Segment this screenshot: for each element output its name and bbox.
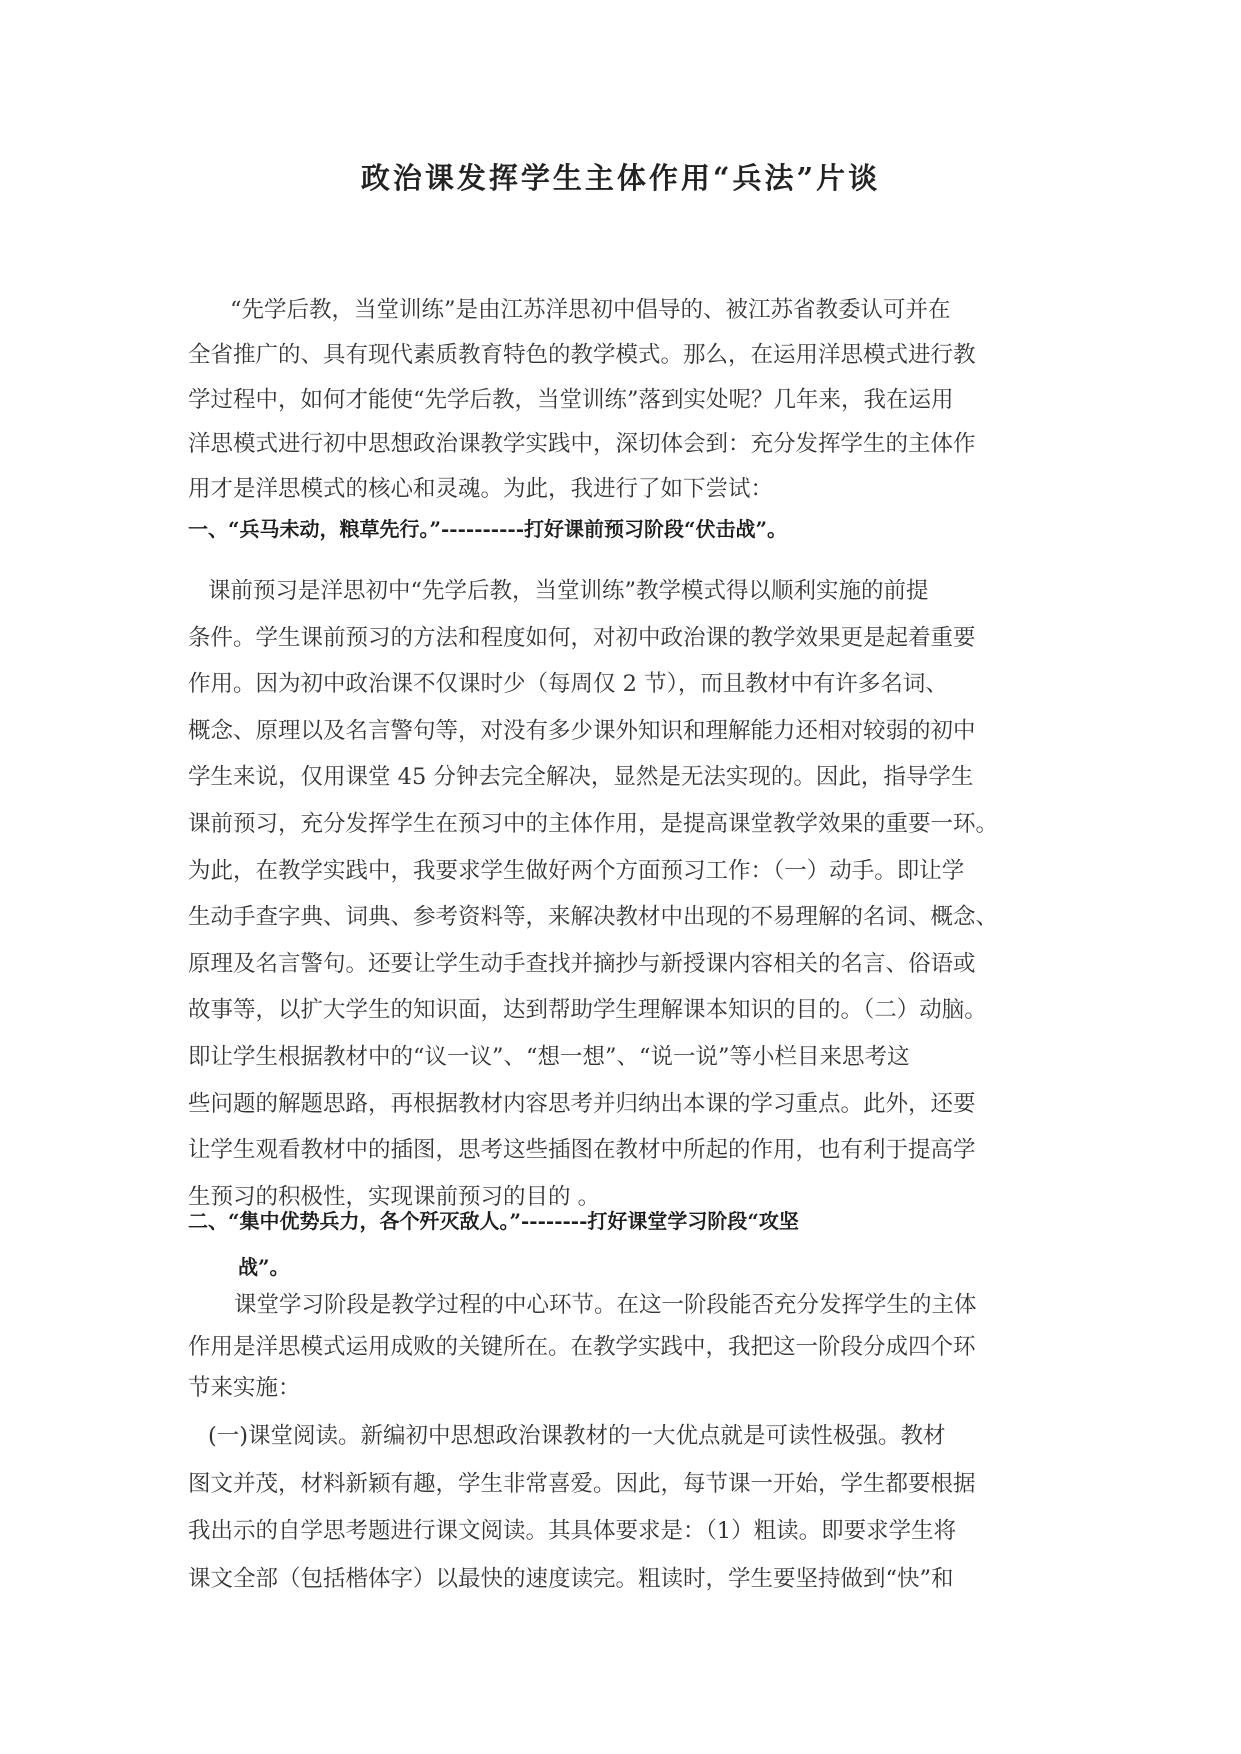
text-line: (一)课堂阅读。新编初中思想政治课教材的一大优点就是可读性极强。教材: [208, 1423, 946, 1449]
text-line: 全省推广的、具有现代素质教育特色的教学模式。那么，在运用洋思模式进行教: [188, 341, 976, 368]
section-heading-2: 二、“集中优势兵力，各个歼灭敌人。”--------打好课堂学习阶段“攻坚: [188, 1209, 799, 1233]
intro-paragraph: [188, 288, 1056, 512]
text-line: 节来实施：: [188, 1375, 301, 1401]
section2-subsection-paragraph: [188, 1413, 1056, 1603]
text-line: 学过程中，如何才能使“先学后教，当堂训练”落到实处呢？几年来，我在运用: [188, 386, 954, 413]
text-line: 概念、原理以及名言警句等，对没有多少课外知识和理解能力还相对较弱的初中: [188, 717, 976, 744]
text-line: 课前预习，充分发挥学生在预习中的主体作用，是提高课堂教学效果的重要一环。: [188, 810, 999, 837]
text-line: 些问题的解题思路，再根据教材内容思考并归纳出本课的学习重点。此外，还要: [188, 1090, 976, 1117]
text-line: “先学后教，当堂训练”是由江苏洋思初中倡导的、被江苏省教委认可并在: [230, 297, 951, 323]
text-line: 生预习的积极性，实现课前预习的目的 。: [188, 1183, 601, 1210]
text-line: 为此，在教学实践中，我要求学生做好两个方面预习工作：（一）动手。即让学: [188, 857, 965, 884]
text-line: 原理及名言警句。还要让学生动手查找并摘抄与新授课内容相关的名言、俗语或: [188, 950, 976, 977]
text-line: 生动手查字典、词典、参考资料等，来解决教材中出现的不易理解的名词、概念、: [188, 904, 999, 931]
text-line: 即让学生根据教材中的“议一议”、“想一想”、“说一说”等小栏目来思考这: [188, 1043, 910, 1070]
text-line: 条件。学生课前预习的方法和程度如何，对初中政治课的教学效果更是起着重要: [188, 624, 976, 651]
section1-paragraph: [188, 568, 1056, 1220]
text-line: 作用是洋思模式运用成败的关键所在。在教学实践中，我把这一阶段分成四个环: [188, 1333, 976, 1360]
section-heading-2-continued: 战”。: [238, 1255, 290, 1279]
section2-paragraph: [188, 1285, 1056, 1410]
document-title: 政治课发挥学生主体作用“兵法”片谈: [360, 161, 881, 195]
text-line: 我出示的自学思考题进行课文阅读。其具体要求是：（1）粗读。即要求学生将: [188, 1518, 957, 1544]
text-line: 洋思模式进行初中思想政治课教学实践中，深切体会到：充分发挥学生的主体作: [188, 431, 976, 458]
text-line: 课文全部（包括楷体字）以最快的速度读完。粗读时，学生要坚持做到“快”和: [188, 1565, 954, 1592]
text-line: 故事等，以扩大学生的知识面，达到帮助学生理解课本知识的目的。（二）动脑。: [188, 997, 987, 1024]
section-heading-1: 一、“兵马未动，粮草先行。”----------打好课前预习阶段“伏击战”。: [188, 517, 788, 541]
text-line: 图文并茂，材料新颖有趣，学生非常喜爱。因此，每节课一开始，学生都要根据: [188, 1470, 976, 1497]
text-line: 学生来说，仅用课堂 45 分钟去完全解决，显然是无法实现的。因此，指导学生: [188, 764, 974, 791]
text-line: 课前预习是洋思初中“先学后教，当堂训练”教学模式得以顺利实施的前提: [208, 578, 929, 604]
text-line: 课堂学习阶段是教学过程的中心环节。在这一阶段能否充分发挥学生的主体: [234, 1292, 977, 1318]
text-line: 作用。因为初中政治课不仅课时少（每周仅 2 节），而且教材中有许多名词、: [188, 671, 948, 698]
text-line: 用才是洋思模式的核心和灵魂。为此，我进行了如下尝试：: [188, 476, 774, 503]
text-line: 让学生观看教材中的插图，思考这些插图在教材中所起的作用，也有利于提高学: [188, 1137, 976, 1164]
